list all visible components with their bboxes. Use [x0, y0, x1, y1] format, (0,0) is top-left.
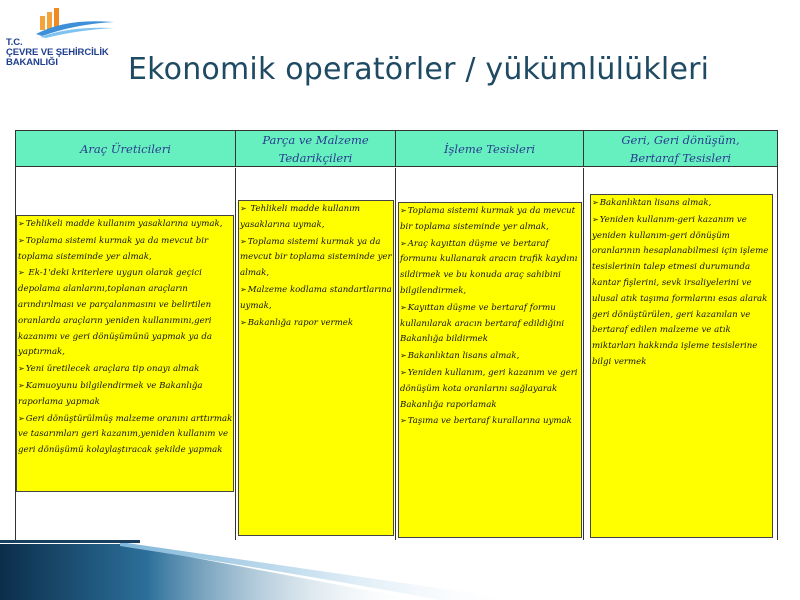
header-recycling-facilities-line2: Bertaraf Tesisleri: [629, 150, 732, 165]
header-vehicle-manufacturers-label: Araç Üreticileri: [80, 141, 171, 156]
list-item-text: Yeni üretilecek araçlara tip onayı almak: [25, 364, 200, 375]
arrow-bullet-icon: ➢: [400, 367, 407, 377]
obligations-table: [15, 130, 778, 540]
list-item-text: Toplama sistemi kurmak ya da mevcut bir toplama sisteminde yer almak,: [240, 236, 392, 279]
arrow-bullet-icon: ➢: [240, 204, 247, 213]
list-item: [17, 411, 233, 459]
list-item: [17, 361, 233, 378]
list-item-text: Yeniden kullanım, geri kazanım ve geri dönüşüm kota oranlarını sağlayarak Bakanlığa raporlamak: [400, 367, 578, 410]
arrow-bullet-icon: ➢: [400, 302, 407, 312]
arrow-bullet-icon: ➢: [400, 416, 407, 426]
list-item-text: Kamuoyunu bilgilendirmek ve Bakanlığa raporlama yapmak: [18, 380, 203, 407]
list-item: [17, 265, 233, 361]
arrow-bullet-icon: ➢: [18, 380, 25, 390]
list-item: [591, 195, 772, 212]
list-item-text: Ek-1'deki kriterlere uygun olarak geçici depolama alanlarını,toplanan araçların arındırılması ve parçalanmasını ve belirtilen oranlarda araçların yeniden kullanımını,geri kazanımı ve geri dönüşümünü yapmak ya da yaptırmak,: [18, 268, 212, 358]
list-item: [239, 201, 393, 234]
decorative-swoosh: [0, 540, 800, 600]
arrow-bullet-icon: ➢: [240, 236, 247, 246]
list-item-text: Malzeme kodlama standartlarına uymak,: [240, 284, 392, 311]
list-item: [239, 315, 393, 332]
arrow-bullet-icon: ➢: [18, 268, 25, 278]
list-item-text: Tehlikeli madde kullanım yasaklarına uymak,: [25, 219, 223, 229]
arrow-bullet-icon: ➢: [18, 219, 25, 228]
list-processing-facilities: [398, 202, 582, 538]
cell-processing-facilities: [396, 168, 584, 540]
header-processing-facilities-label: İşleme Tesisleri: [443, 141, 536, 156]
list-item-text: Araç kayıttan düşme ve bertaraf formunu kullanarak aracın trafik kaydını sildirmek ve bu konuda araç sahibini bilgilendirmek,: [400, 238, 578, 296]
list-item: [17, 216, 233, 233]
arrow-bullet-icon: ➢: [18, 235, 25, 245]
arrow-bullet-icon: ➢: [592, 198, 599, 207]
list-item-text: Kayıttan düşme ve bertaraf formu kullanılarak aracın bertaraf edildiğini Bakanlığa bildirmek: [400, 302, 565, 345]
header-vehicle-manufacturers: [16, 131, 236, 167]
list-item-text: Bakanlığa rapor vermek: [247, 317, 354, 328]
list-item-text: Bakanlıktan lisans almak,: [599, 198, 712, 208]
list-item: [239, 234, 393, 282]
list-item: [399, 413, 581, 430]
arrow-bullet-icon: ➢: [18, 364, 25, 374]
header-recycling-facilities-line1: Geri, Geri dönüşüm,: [621, 132, 740, 147]
list-parts-suppliers: [238, 200, 394, 536]
list-vehicle-manufacturers: [16, 215, 234, 492]
list-item-text: Tehlikeli madde kullanım yasaklarına uymak,: [240, 204, 361, 230]
ministry-name-line3: BAKANLIĞI: [6, 57, 58, 68]
header-recycling-facilities: [584, 131, 777, 167]
arrow-bullet-icon: ➢: [400, 351, 407, 361]
ministry-name-line2: ÇEVRE VE ŞEHİRCİLİK: [6, 47, 109, 58]
ministry-name: [6, 38, 109, 68]
list-item: [399, 348, 581, 365]
list-item: [399, 203, 581, 236]
ministry-emblem-icon: [36, 6, 116, 38]
header-processing-facilities: [396, 131, 584, 167]
ministry-name-line1: T.C.: [6, 37, 23, 48]
list-item: [239, 282, 393, 315]
list-item: [399, 365, 581, 413]
list-item: [591, 212, 772, 371]
header-parts-suppliers-line1: Parça ve Malzeme: [262, 132, 369, 147]
arrow-bullet-icon: ➢: [592, 214, 599, 224]
cell-recycling-facilities: [584, 168, 777, 540]
cell-parts-suppliers: [236, 168, 396, 540]
cell-vehicle-manufacturers: [16, 168, 236, 540]
header-parts-suppliers-line2: Tedarikçileri: [278, 150, 353, 165]
slide-title: Ekonomik operatörler / yükümlülükleri: [128, 52, 710, 87]
list-item: [17, 233, 233, 266]
list-item-text: Bakanlıktan lisans almak,: [407, 351, 520, 362]
header-parts-suppliers: [236, 131, 396, 167]
list-item-text: Toplama sistemi kurmak ya da mevcut bir toplama sisteminde yer almak,: [18, 235, 209, 262]
arrow-bullet-icon: ➢: [240, 284, 247, 294]
list-item-text: Toplama sistemi kurmak ya da mevcut bir toplama sisteminde yer almak,: [400, 206, 576, 232]
arrow-bullet-icon: ➢: [18, 413, 25, 423]
list-item-text: Taşıma ve bertaraf kurallarına uymak: [407, 416, 572, 427]
ministry-logo: [4, 4, 124, 74]
arrow-bullet-icon: ➢: [240, 317, 247, 327]
arrow-bullet-icon: ➢: [400, 206, 407, 215]
arrow-bullet-icon: ➢: [400, 238, 407, 248]
list-item: [17, 378, 233, 411]
list-item-text: Geri dönüştürülmüş malzeme oranını arttırmak ve tasarımları geri kazanım,yeniden kullanım ve geri dönüşümü kolaylaştıracak şekilde yapmak: [18, 413, 233, 456]
list-item: [399, 300, 581, 348]
list-item: [399, 236, 581, 300]
list-item-text: Yeniden kullanım-geri kazanım ve yeniden kullanım-geri dönüşüm oranlarının hesaplanabilmesi için işleme tesislerinin talep etmesi durumunda kantar fişlerini, sevk irsaliyelerini ve ulusal atık taşıma formlarını esas alarak geri dönüştürülen, geri kazanılan ve bertaraf edilen malzeme ve atık miktarları hakkında işleme tesislerine bilgi vermek: [592, 214, 769, 367]
list-recycling-facilities: [590, 194, 773, 538]
